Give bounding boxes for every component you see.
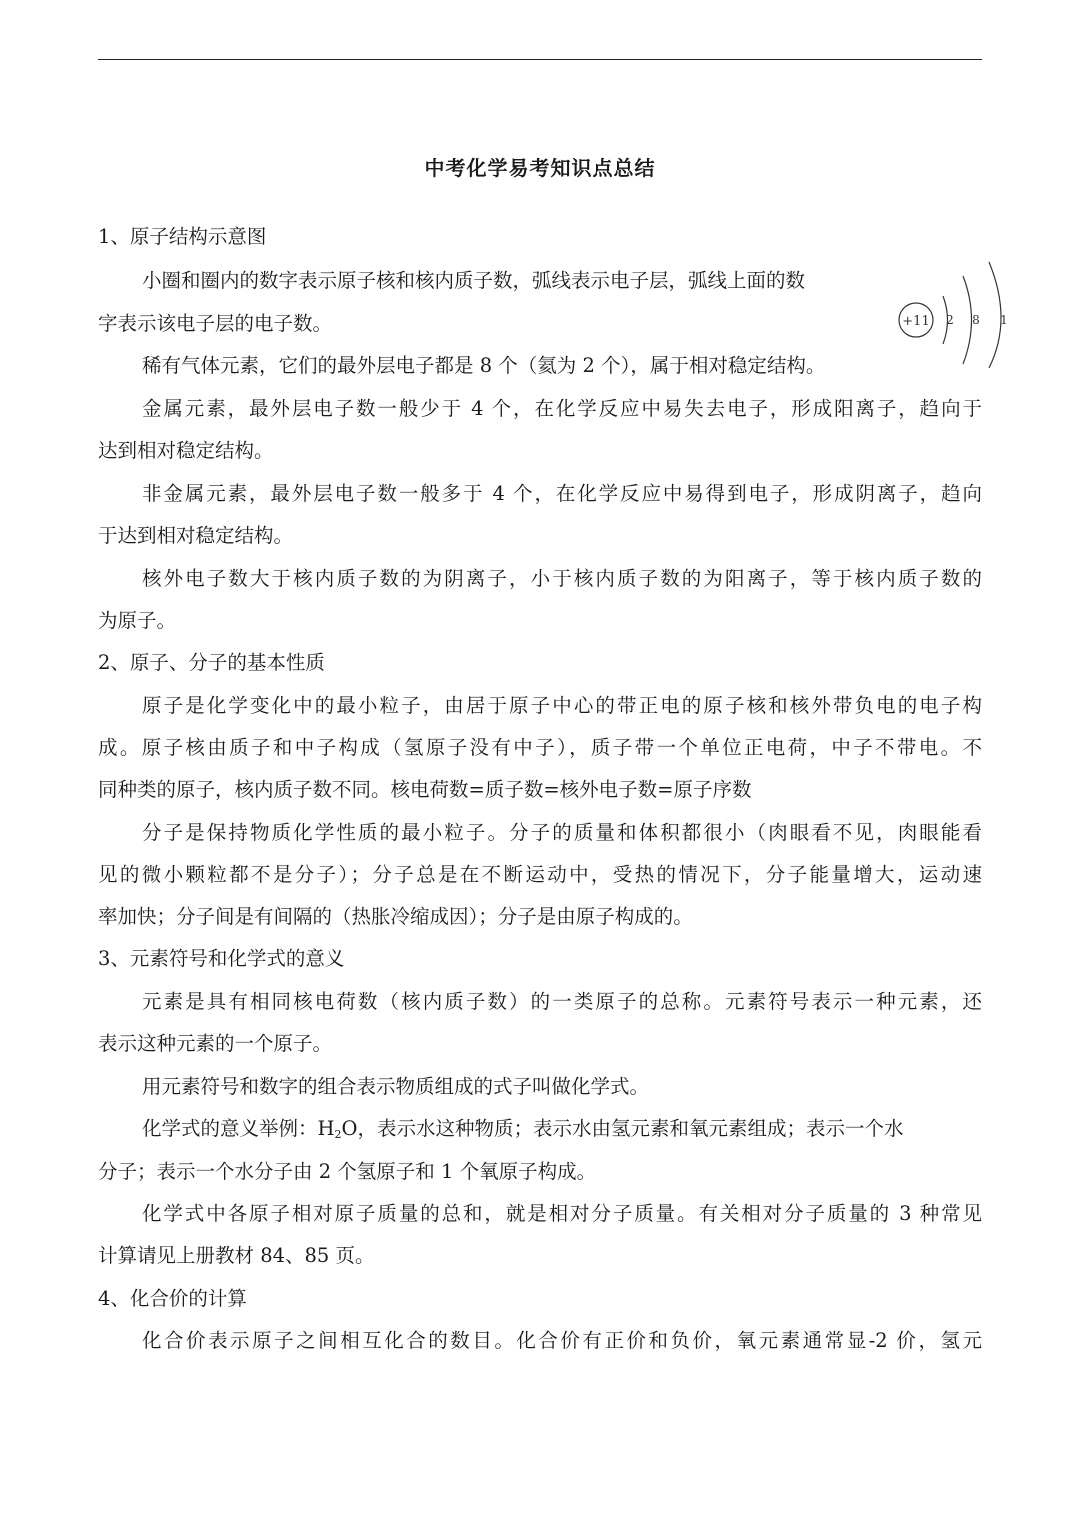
section-heading-1: 1、原子结构示意图 — [98, 225, 267, 248]
header-rule — [98, 59, 982, 60]
paragraph-line: 稀有气体元素，它们的最外层电子都是 8 个（氦为 2 个），属于相对稳定结构。 — [142, 354, 826, 377]
section-heading-2: 2、原子、分子的基本性质 — [98, 651, 325, 674]
shell-count-2: 8 — [972, 313, 980, 327]
paragraph-line: 分子是保持物质化学性质的最小粒子。分子的质量和体积都很小（肉眼看不见，肉眼能看 — [142, 821, 982, 844]
shell-count-1: 2 — [946, 313, 954, 327]
paragraph-line: 于达到相对稳定结构。 — [98, 524, 294, 547]
formula-subscript: 2 — [334, 1128, 342, 1141]
section-heading-4: 4、化合价的计算 — [98, 1287, 247, 1310]
paragraph-line: 率加快；分子间是有间隔的（热胀冷缩成因）；分子是由原子构成的。 — [98, 905, 693, 928]
section-heading-3: 3、元素符号和化学式的意义 — [98, 947, 345, 970]
paragraph-line: 用元素符号和数字的组合表示物质组成的式子叫做化学式。 — [142, 1075, 650, 1098]
shell-arc-2 — [963, 276, 972, 364]
paragraph-line: 金属元素，最外层电子数一般少于 4 个，在化学反应中易失去电子，形成阳离子，趋向于 — [142, 397, 982, 420]
formula-prefix: 化学式的意义举例：H — [142, 1117, 335, 1140]
page-title: 中考化学易考知识点总结 — [424, 156, 656, 180]
paragraph-line: 化学式中各原子相对原子质量的总和，就是相对分子质量。有关相对分子质量的 3 种常见 — [142, 1202, 982, 1225]
paragraph-line: 成。原子核由质子和中子构成（氢原子没有中子），质子带一个单位正电荷，中子不带电。不 — [98, 736, 982, 759]
nucleus-label: +11 — [902, 314, 930, 329]
paragraph-line: 表示这种元素的一个原子。 — [98, 1032, 333, 1055]
paragraph-line: 达到相对稳定结构。 — [98, 439, 274, 462]
paragraph-line: 见的微小颗粒都不是分子）；分子总是在不断运动中，受热的情况下，分子能量增大，运动速 — [98, 863, 982, 886]
paragraph-line: 非金属元素，最外层电子数一般多于 4 个，在化学反应中易得到电子，形成阴离子，趋向 — [142, 482, 982, 505]
paragraph-line: 核外电子数大于核内质子数的为阴离子，小于核内质子数的为阳离子，等于核内质子数的 — [142, 567, 982, 590]
atom-structure-diagram — [888, 258, 1018, 370]
paragraph-line: 元素是具有相同核电荷数（核内质子数）的一类原子的总称。元素符号表示一种元素，还 — [142, 990, 982, 1013]
formula-example-line — [142, 1115, 982, 1143]
paragraph-line: 化合价表示原子之间相互化合的数目。化合价有正价和负价，氧元素通常显-2 价，氢元 — [142, 1329, 982, 1352]
paragraph-line: 为原子。 — [98, 609, 177, 632]
paragraph-line: 同种类的原子，核内质子数不同。核电荷数=质子数=核外电子数=原子序数 — [98, 778, 752, 801]
paragraph-line: 原子是化学变化中的最小粒子，由居于原子中心的带正电的原子核和核外带负电的电子构 — [142, 694, 982, 717]
paragraph-line: 字表示该电子层的电子数。 — [98, 312, 333, 335]
shell-count-3: 1 — [1000, 313, 1008, 327]
formula-suffix: O，表示水这种物质；表示水由氢元素和氧元素组成；表示一个水 — [341, 1117, 904, 1140]
paragraph-line: 分子；表示一个水分子由 2 个氢原子和 1 个氧原子构成。 — [98, 1160, 597, 1183]
paragraph-line: 小圈和圈内的数字表示原子核和核内质子数，弧线表示电子层，弧线上面的数 — [142, 269, 806, 292]
paragraph-line: 计算请见上册教材 84、85 页。 — [98, 1244, 375, 1267]
